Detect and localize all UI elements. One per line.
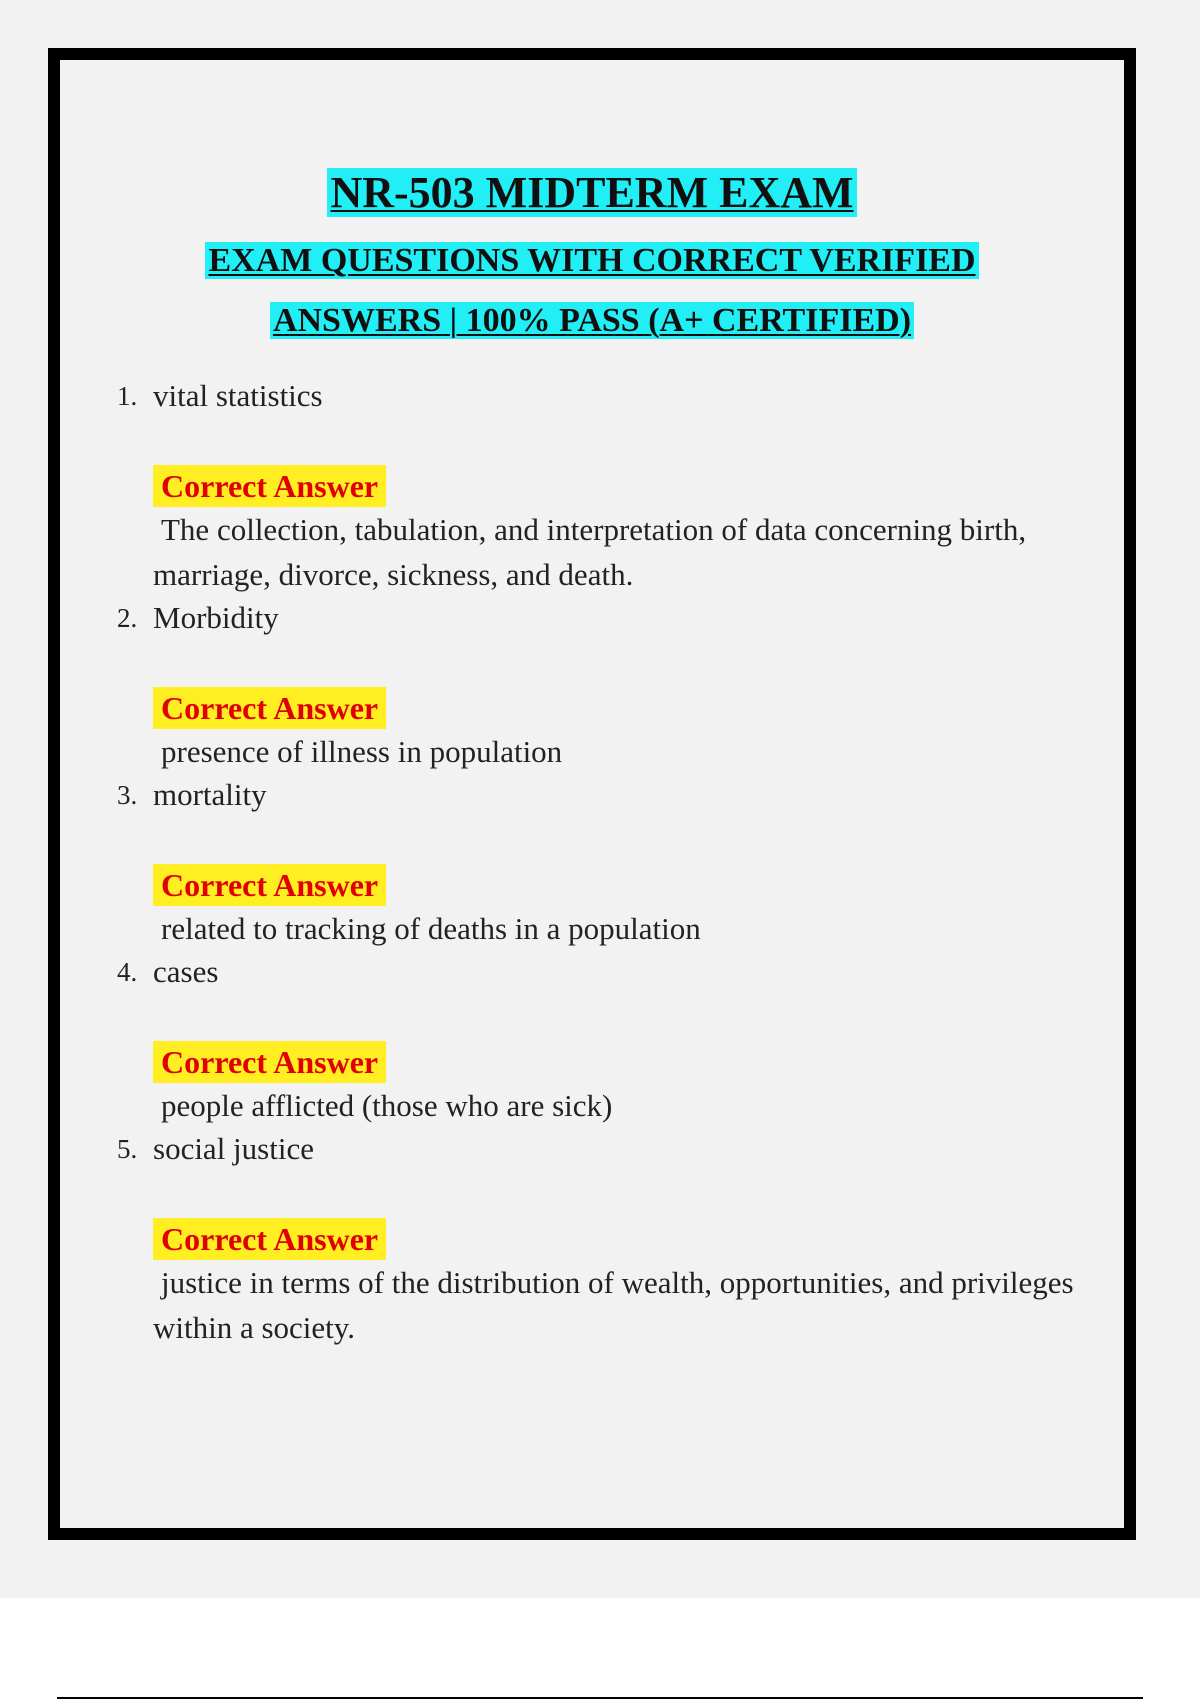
question-text: Morbidity [153,600,279,635]
question-number: 3. [117,780,138,810]
question-number: 5. [117,1134,138,1164]
question-item-1 [117,375,1107,597]
subtitle-line-1 [60,242,1124,280]
correct-answer-badge: Correct Answer [153,465,386,507]
answer-text: people afflicted (those who are sick) [161,1088,613,1123]
correct-answer-badge: Correct Answer [153,864,386,906]
question-item-5 [117,1128,1107,1350]
title-line [60,168,1124,218]
question-row [117,1128,1107,1170]
question-item-3 [117,774,1107,951]
spacer [117,993,1107,1041]
document-frame [48,48,1136,1540]
document-subtitle-2: ANSWERS | 100% PASS (A+ CERTIFIED) [270,302,914,339]
question-row [117,774,1107,816]
correct-answer-badge: Correct Answer [153,687,386,729]
spacer [117,1170,1107,1218]
spacer [117,639,1107,687]
correct-answer-badge: Correct Answer [153,1218,386,1260]
spacer [117,816,1107,864]
answer-text: presence of illness in population [161,734,563,769]
answer-text: justice in terms of the distribution of wealth, opportunities, and privileges within a society. [153,1265,1074,1345]
question-row [117,951,1107,993]
question-list [117,375,1107,1350]
question-text: mortality [153,777,267,812]
spacer [117,417,1107,465]
question-number: 2. [117,603,138,633]
subtitle-line-2 [60,302,1124,340]
document-title: NR-503 MIDTERM EXAM [327,168,856,217]
correct-answer-badge: Correct Answer [153,1041,386,1083]
question-row [117,597,1107,639]
document-header [60,168,1124,340]
question-row [117,375,1107,417]
question-item-4 [117,951,1107,1128]
question-text: vital statistics [153,378,323,413]
question-text: cases [153,954,219,989]
footer-divider [57,1697,1143,1699]
question-text: social justice [153,1131,314,1166]
answer-text: The collection, tabulation, and interpretation of data concerning birth, marriage, divorce, sickness, and death. [153,512,1027,592]
question-number: 4. [117,957,138,987]
answer-text: related to tracking of deaths in a population [161,911,701,946]
question-item-2 [117,597,1107,774]
document-subtitle-1: EXAM QUESTIONS WITH CORRECT VERIFIED [205,242,978,279]
question-number: 1. [117,381,138,411]
